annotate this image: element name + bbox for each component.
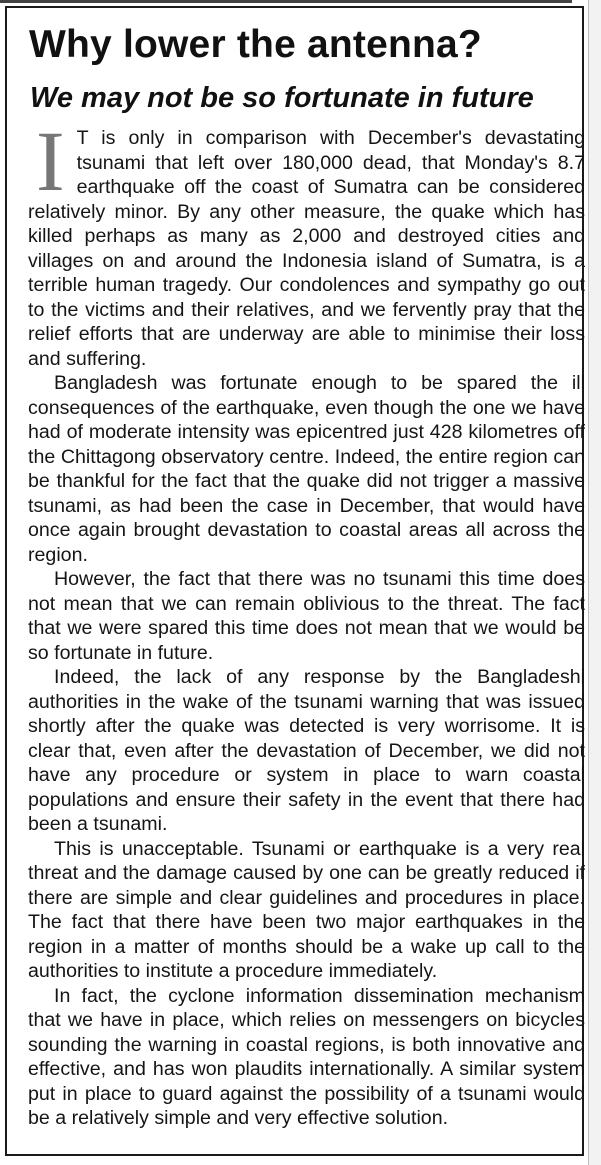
- article-body: [28, 113, 585, 1131]
- paragraph-4: Indeed, the lack of any response by the Bangladeshi authorities in the wake of the tsunami warning that was issued shortly after the quake was detected is very worrisome. It is clear that, even after the devastation of December, we did not have any procedure or system in place to warn coastal populations and ensure their safety in the event that there had been a tsunami.: [28, 666, 585, 835]
- paragraph-3: However, the fact that there was no tsunami this time does not mean that we can remain oblivious to the threat. The fact that we were spared this time does not mean that we would be so fortunate in future.: [28, 568, 585, 664]
- paragraph-5: This is unacceptable. Tsunami or earthquake is a very real threat and the damage caused by one can be greatly reduced if there are simple and clear guidelines and procedures in place. The fact that there have been two major earthquakes in the region in a matter of months should be a wake up call to the authorities to institute a procedure immediately.: [28, 837, 585, 982]
- headline: Why lower the antenna?: [29, 23, 482, 66]
- adjacent-column-edge: [588, 0, 601, 1165]
- drop-cap: I: [36, 113, 65, 209]
- editorial-box: [5, 6, 584, 1156]
- paragraph-1-text: T is only in comparison with December's devastating tsunami that left over 180,000 dead, that Monday's 8.7 earthquake off the coast of Sumatra can be considered relatively minor. By any other measure, the quake which has killed perhaps as many as 2,000 and destroyed cities and villages on and around the Indonesia island of Sumatra, is a terrible human tragedy. Our condolences and sympathy go out to the victims and their relatives, and we fervently pray that the relief efforts that are underway are able to minimise their loss and suffering.: [28, 127, 585, 370]
- paragraph-1: [28, 113, 585, 371]
- paragraph-2: Bangladesh was fortunate enough to be spared the ill consequences of the earthquake, even though the one we have had of moderate intensity was epicentred just 428 kilometres off the Chittagong observatory centre. Indeed, the entire region can be thankful for the fact that the quake did not trigger a massive tsunami, as had been the case in December, that would have once again brought devastation to coastal areas all across the region.: [28, 372, 585, 566]
- top-rule: [0, 0, 572, 3]
- paragraph-6: In fact, the cyclone information dissemination mechanism that we have in place, which relies on messengers on bicycles sounding the warning in coastal regions, is both innovative and effective, and has won plaudits internationally. A similar system put in place to guard against the possibility of a tsunami would be a relatively simple and very effective solution.: [28, 984, 585, 1129]
- subheadline: We may not be so fortunate in future: [30, 82, 534, 114]
